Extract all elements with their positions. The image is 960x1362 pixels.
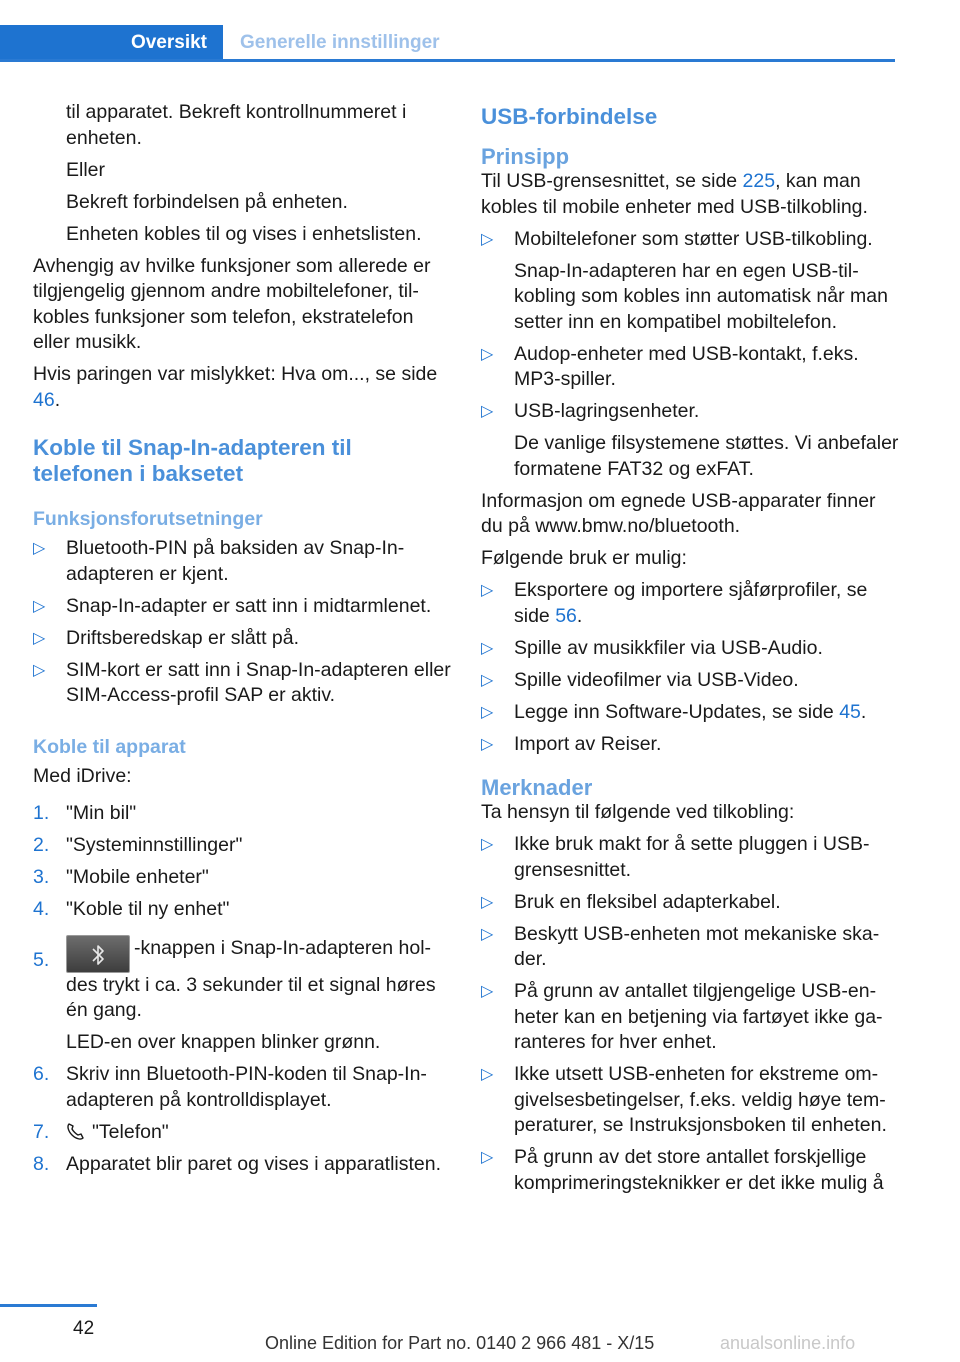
step-text: Apparatet blir paret og vises i apparatlisten. — [66, 1152, 442, 1175]
list-item-subtext: Snap-In-adapteren har en egen USB-tilkobling som kobles inn automatisk når man setter inn en kompatibel mobiltelefon. — [514, 259, 888, 333]
uses-list — [481, 578, 901, 757]
page-number: 42 — [73, 1318, 95, 1339]
list-item-text: Beskytt USB-enheten mot mekaniske skader. — [514, 922, 880, 970]
list-item — [481, 668, 901, 694]
triangle-bullet-icon: ▷ — [33, 597, 46, 615]
list-item-text: Bluetooth-PIN på baksiden av Snap-In-adapteren er kjent. — [66, 537, 405, 585]
list-item-text: USB-lagringsenheter. — [514, 400, 700, 422]
list-item-text: Spille videofilmer via USB-Video. — [514, 668, 799, 691]
subsection-heading: Funksjonsforutsetninger — [33, 508, 263, 530]
bluetooth-icon — [91, 943, 105, 967]
paragraph-text: Til USB-grensesnittet, se side — [481, 170, 743, 192]
list-item — [33, 626, 453, 652]
step-text: "Min bil" — [66, 802, 137, 824]
list-item-text: Audop-enheter med USB-kontakt, f.eks. MP3-spiller. — [514, 342, 859, 390]
header-rule — [0, 59, 895, 62]
list-item — [481, 732, 901, 758]
page-link-225[interactable]: 225 — [742, 170, 776, 192]
list-item-text: Eksportere og importere sjåførprofiler, se side — [514, 579, 868, 627]
paragraph-text: Hvis paringen var mislykket: Hva om..., se side — [33, 363, 438, 385]
triangle-bullet-icon: ▷ — [33, 540, 46, 557]
step-text: Skriv inn Bluetooth-PIN-koden til Snap-In-adapteren på kontrolldisplayet. — [66, 1063, 427, 1111]
step-item — [33, 1152, 453, 1178]
step-item — [33, 801, 453, 827]
edition-text: Online Edition for Part no. 0140 2 966 481 - X/15 — [265, 1333, 655, 1353]
list-item — [481, 1062, 901, 1139]
right-column — [481, 100, 901, 1203]
step-item — [33, 833, 453, 859]
triangle-bullet-icon: ▷ — [481, 703, 494, 721]
step-text: "Systeminnstillinger" — [66, 834, 243, 856]
tab-generelle-innstillinger[interactable]: Generelle innstillinger — [240, 32, 440, 53]
list-item — [481, 342, 901, 393]
list-item-text: Snap-In-adapter er satt inn i midtarmlenet. — [66, 594, 432, 617]
list-item — [481, 890, 901, 916]
step-text: "Telefon" — [92, 1120, 169, 1143]
triangle-bullet-icon: ▷ — [481, 403, 494, 420]
device-list — [481, 227, 901, 483]
list-item — [481, 832, 901, 883]
triangle-bullet-icon: ▷ — [481, 671, 494, 689]
steps-list — [33, 801, 453, 1177]
step-number: 1. — [33, 802, 50, 824]
paragraph: Enheten kobles til og vises i enhetslisten. — [66, 222, 422, 245]
step-item — [33, 1120, 453, 1146]
list-item-text: Import av Reiser. — [514, 732, 662, 755]
list-item-text: Ikke utsett USB-enheten for ekstreme omgivelsesbetingelser, f.eks. veldig høye temperaturer, se Instruksjonsboken til enheten. — [514, 1063, 887, 1136]
triangle-bullet-icon: ▷ — [481, 345, 494, 363]
paragraph: Bekreft forbindelsen på enheten. — [66, 190, 348, 213]
step-number: 6. — [33, 1063, 50, 1085]
watermark: anualsonline.info — [720, 1333, 856, 1353]
list-item — [481, 636, 901, 662]
page-link-45[interactable]: 45 — [839, 700, 861, 723]
triangle-bullet-icon: ▷ — [33, 661, 46, 679]
list-item-text: SIM-kort er satt inn i Snap-In-adapteren eller SIM-Access-profil SAP er aktiv. — [66, 658, 451, 706]
header-tabs — [0, 25, 895, 62]
left-column — [33, 100, 453, 1184]
paragraph — [481, 169, 901, 220]
paragraph: Eller — [66, 158, 106, 181]
list-item-text: . — [860, 700, 867, 723]
page-link-46[interactable]: 46 — [33, 388, 55, 411]
step-subtext: LED-en over knappen blinker grønn. — [66, 1031, 381, 1053]
step-number: 2. — [33, 834, 50, 856]
list-item — [481, 1145, 901, 1196]
list-item — [33, 594, 453, 620]
triangle-bullet-icon: ▷ — [481, 1066, 494, 1083]
list-item-text: På grunn av det store antallet forskjellige komprimeringsteknikker er det ikke mulig å — [514, 1146, 884, 1194]
list-item-subtext: De vanlige filsystemene støttes. Vi anbefaler formatene FAT32 og exFAT. — [514, 432, 899, 480]
step-number: 8. — [33, 1152, 50, 1175]
list-item-text: Legge inn Software-Updates, se side — [514, 700, 840, 723]
phone-icon — [66, 1122, 86, 1140]
triangle-bullet-icon: ▷ — [481, 893, 494, 911]
list-item-text: Mobiltelefoner som støtter USB-tilkobling. — [514, 227, 873, 250]
list-item — [33, 536, 453, 587]
triangle-bullet-icon: ▷ — [481, 582, 494, 599]
bluetooth-button-image — [66, 935, 130, 973]
step-text: "Mobile enheter" — [66, 866, 209, 888]
list-item — [33, 658, 453, 709]
subsection-heading: Koble til apparat — [33, 735, 186, 758]
paragraph-text: , kan man kobles til mobile enheter med USB-tilkobling. — [481, 170, 868, 218]
list-item-text: På grunn av antallet tilgjengelige USB-enheter kan en betjening via fartøyet ikke garanteres for hver enhet. — [514, 980, 883, 1053]
step-number: 7. — [33, 1120, 50, 1143]
list-item — [481, 578, 901, 629]
paragraph: Ta hensyn til følgende ved tilkobling: — [481, 801, 795, 823]
subsection-heading: Merknader — [481, 775, 593, 800]
step-number: 4. — [33, 898, 50, 920]
paragraph — [33, 362, 453, 413]
triangle-bullet-icon: ▷ — [481, 1149, 494, 1166]
list-item — [481, 399, 901, 482]
paragraph: Følgende bruk er mulig: — [481, 547, 687, 569]
list-item-text: . — [576, 604, 583, 627]
list-item — [481, 922, 901, 973]
section-heading: USB-forbindelse — [481, 104, 658, 129]
triangle-bullet-icon: ▷ — [481, 925, 494, 943]
triangle-bullet-icon: ▷ — [33, 629, 46, 647]
requirements-list — [33, 536, 453, 709]
paragraph-text: . — [54, 388, 61, 411]
triangle-bullet-icon: ▷ — [481, 836, 494, 853]
step-item — [33, 1062, 453, 1113]
list-item-text: Driftsberedskap er slått på. — [66, 626, 300, 649]
list-item — [481, 979, 901, 1056]
step-text: -knappen i Snap-In-adapteren holdes trykt i ca. 3 sekunder til et signal høres én gang. — [66, 936, 436, 1021]
list-item-text: Spille av musikkfiler via USB-Audio. — [514, 636, 823, 659]
triangle-bullet-icon: ▷ — [481, 230, 494, 248]
footer-rule — [0, 1304, 97, 1307]
section-heading: Koble til Snap-In-adapteren til telefonen i baksetet — [33, 435, 352, 486]
tab-oversikt[interactable]: Oversikt — [0, 25, 223, 62]
step-item — [33, 865, 453, 891]
paragraph: til apparatet. Bekreft kontrollnummeret i enheten. — [66, 101, 407, 149]
list-item — [481, 227, 901, 336]
step-number: 5. — [33, 948, 50, 971]
page-link-56[interactable]: 56 — [555, 604, 577, 627]
step-item — [33, 935, 453, 1056]
subsection-heading: Prinsipp — [481, 144, 570, 169]
triangle-bullet-icon: ▷ — [481, 983, 494, 1000]
triangle-bullet-icon: ▷ — [481, 735, 494, 753]
paragraph: Med iDrive: — [33, 764, 132, 787]
list-item-text: Ikke bruk makt for å sette pluggen i USB-grensesnittet. — [514, 833, 870, 881]
step-item — [33, 897, 453, 923]
triangle-bullet-icon: ▷ — [481, 639, 494, 657]
notes-list — [481, 832, 901, 1196]
step-text: "Koble til ny enhet" — [66, 898, 230, 920]
list-item — [481, 700, 901, 726]
paragraph: Informasjon om egnede USB-apparater finner du på www.bmw.no/bluetooth. — [481, 489, 876, 537]
paragraph: Avhengig av hvilke funksjoner som allerede er tilgjengelig gjennom andre mobiltelefoner, tilkobles funksjoner som telefon, ekstratelefon eller musikk. — [33, 254, 431, 353]
list-item-text: Bruk en fleksibel adapterkabel. — [514, 890, 781, 913]
step-number: 3. — [33, 866, 50, 888]
